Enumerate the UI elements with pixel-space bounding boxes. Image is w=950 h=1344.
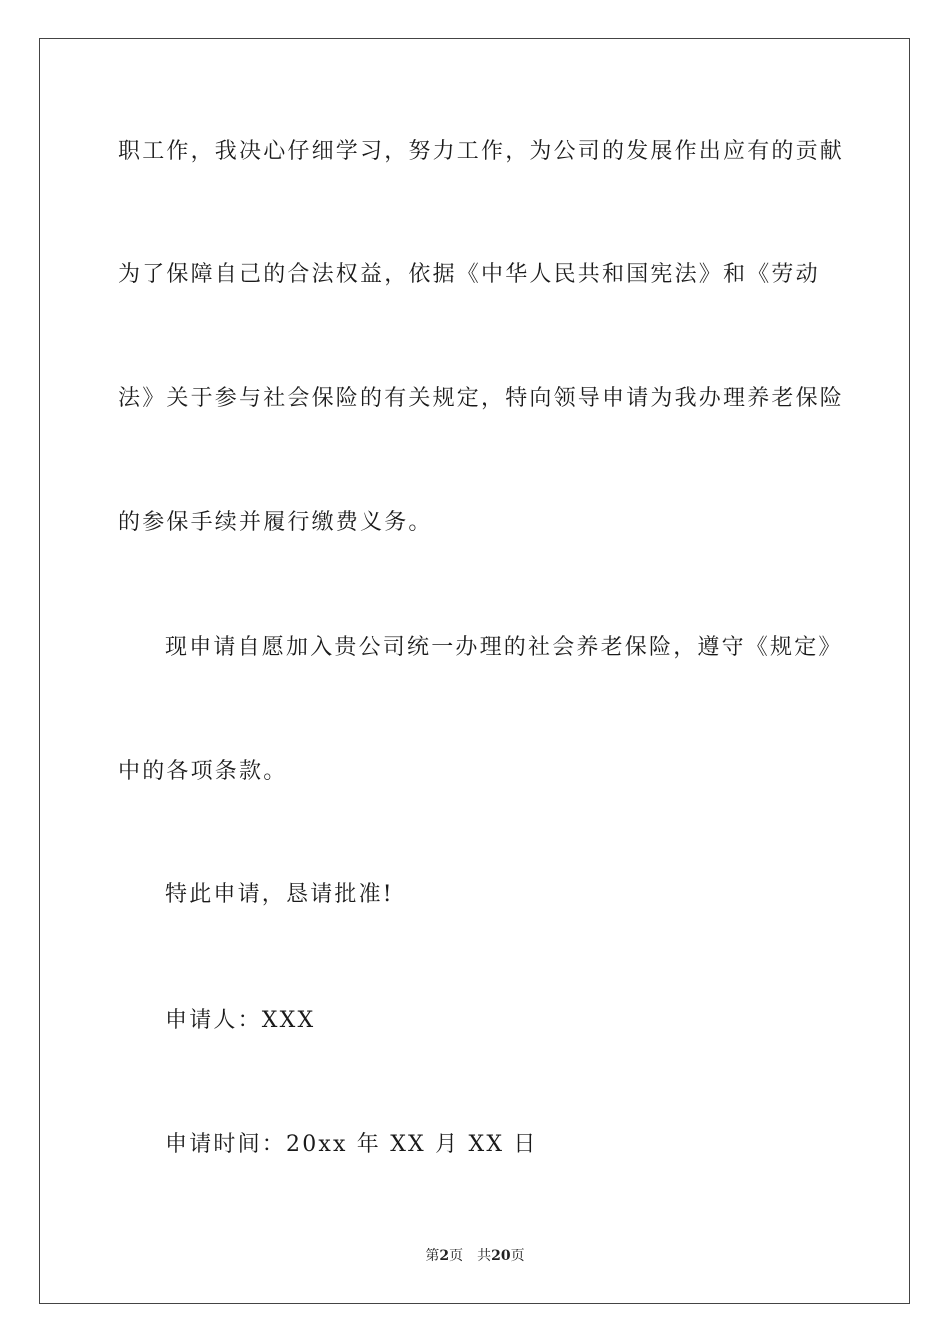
page-total: 20: [491, 1248, 511, 1264]
total-suffix: 页: [510, 1248, 525, 1264]
body-line-5: 现申请自愿加入贵公司统一办理的社会养老保险，遵守《规定》: [165, 635, 843, 660]
body-line-6: 中的各项条款。: [118, 759, 288, 784]
page-border: [39, 38, 910, 1304]
total-prefix: 共: [477, 1248, 492, 1264]
applicant-line: 申请人：XXX: [165, 1008, 316, 1033]
page-suffix: 页: [449, 1248, 464, 1264]
closing-request: 特此申请，恳请批准!: [165, 882, 394, 907]
application-date-line: 申请时间：20xx 年 XX 月 XX 日: [165, 1132, 538, 1157]
body-line-3: 法》关于参与社会保险的有关规定，特向领导申请为我办理养老保险: [118, 386, 845, 411]
body-line-2: 为了保障自己的合法权益，依据《中华人民共和国宪法》和《劳动: [118, 262, 820, 287]
page-prefix: 第: [425, 1248, 440, 1264]
page-current: 2: [439, 1248, 450, 1264]
body-line-1: 职工作，我决心仔细学习，努力工作，为公司的发展作出应有的贡献: [118, 139, 845, 164]
page-footer: [0, 1247, 950, 1265]
body-line-4: 的参保手续并履行缴费义务。: [118, 510, 433, 535]
